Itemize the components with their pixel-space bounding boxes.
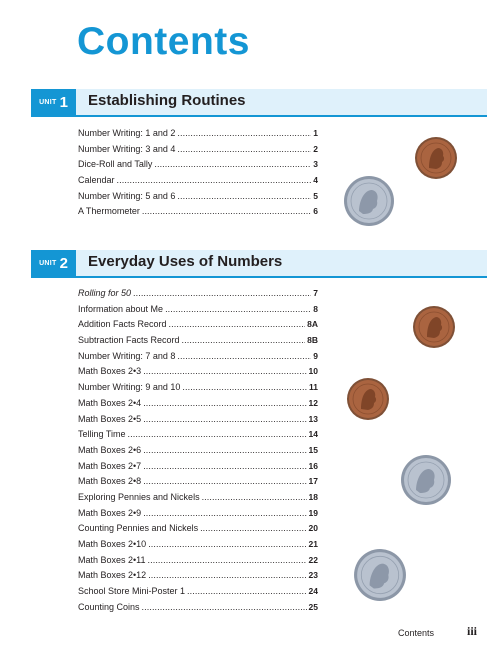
- toc-entry: [78, 476, 318, 492]
- toc-entry: [78, 461, 318, 477]
- toc-entry-label: Math Boxes 2•3: [78, 366, 142, 377]
- dot-leader: [148, 570, 306, 580]
- toc-entry-page: 25: [308, 601, 318, 612]
- dot-leader: [142, 206, 311, 216]
- unit-2-tag: [31, 250, 76, 276]
- toc-entry: [78, 398, 318, 414]
- dot-leader: [177, 351, 311, 361]
- toc-entry-page: 1: [313, 128, 318, 138]
- toc-entry-label: Number Writing: 5 and 6: [78, 190, 176, 201]
- toc-entry-label: Exploring Pennies and Nickels: [78, 491, 200, 502]
- toc-entry-page: 4: [313, 175, 318, 186]
- toc-entry-label: Number Writing: 1 and 2: [78, 128, 176, 138]
- toc-entry-label: School Store Mini-Poster 1: [78, 586, 186, 597]
- toc-entry-label: Number Writing: 3 and 4: [78, 143, 176, 154]
- unit-1-tag: [31, 89, 76, 115]
- penny-icon: [412, 305, 456, 349]
- toc-entry-page: 22: [308, 554, 318, 565]
- toc-entry-label: Math Boxes 2•11: [78, 554, 146, 565]
- dot-leader: [143, 461, 306, 471]
- footer-page-number: iii: [467, 624, 478, 638]
- dot-leader: [143, 398, 306, 408]
- toc-entry-page: 24: [308, 586, 318, 597]
- dot-leader: [117, 175, 312, 185]
- unit-2-toc: [78, 288, 318, 617]
- dot-leader: [143, 476, 306, 486]
- toc-entry-page: 16: [308, 460, 318, 471]
- toc-entry: [78, 206, 318, 222]
- toc-entry-page: 20: [308, 523, 318, 534]
- toc-entry: [78, 191, 318, 207]
- dot-leader: [148, 555, 307, 565]
- unit-1-toc: [78, 128, 318, 222]
- toc-entry-label: Math Boxes 2•6: [78, 444, 142, 455]
- dot-leader: [187, 586, 306, 596]
- dot-leader: [202, 492, 307, 502]
- dot-leader: [169, 319, 306, 329]
- toc-entry-page: 5: [313, 190, 318, 201]
- toc-entry-label: Dice-Roll and Tally: [78, 159, 153, 170]
- dot-leader: [177, 128, 311, 138]
- toc-entry-label: Math Boxes 2•9: [78, 507, 142, 518]
- dot-leader: [143, 445, 306, 455]
- toc-entry: [78, 539, 318, 555]
- toc-entry: [78, 445, 318, 461]
- toc-entry: [78, 523, 318, 539]
- toc-entry: [78, 492, 318, 508]
- toc-entry-page: 2: [313, 143, 318, 154]
- unit-number: 1: [59, 93, 68, 111]
- toc-entry-label: Addition Facts Record: [78, 319, 167, 330]
- page-title: Contents: [77, 20, 250, 63]
- toc-entry-page: 17: [308, 476, 318, 487]
- toc-entry: [78, 586, 318, 602]
- toc-entry: [78, 335, 318, 351]
- toc-entry-label: A Thermometer: [78, 206, 140, 217]
- toc-entry-label: Rolling for 50: [78, 288, 132, 298]
- dot-leader: [182, 382, 307, 392]
- dot-leader: [143, 366, 306, 376]
- dot-leader: [148, 539, 306, 549]
- toc-entry: [78, 382, 318, 398]
- toc-entry-label: Math Boxes 2•10: [78, 539, 147, 549]
- dot-leader: [177, 191, 311, 201]
- footer-label: Contents: [398, 628, 435, 638]
- toc-entry-page: 7: [313, 288, 318, 298]
- toc-entry: [78, 508, 318, 524]
- dot-leader: [128, 429, 307, 439]
- toc-entry-label: Math Boxes 2•7: [78, 460, 142, 471]
- toc-entry-label: Math Boxes 2•12: [78, 570, 147, 581]
- dot-leader: [177, 144, 311, 154]
- toc-entry: [78, 175, 318, 191]
- toc-entry-page: 18: [308, 491, 318, 502]
- nickel-icon: [353, 548, 407, 602]
- toc-entry: [78, 144, 318, 160]
- toc-entry: [78, 570, 318, 586]
- unit-1-title: Establishing Routines: [88, 92, 246, 109]
- toc-entry-label: Counting Pennies and Nickels: [78, 523, 199, 534]
- toc-entry-page: 10: [308, 366, 318, 377]
- penny-icon: [414, 136, 458, 180]
- toc-entry-page: 14: [308, 429, 318, 440]
- toc-entry-page: 19: [308, 507, 318, 518]
- toc-entry-label: Subtraction Facts Record: [78, 335, 180, 346]
- toc-entry-page: 12: [308, 397, 318, 408]
- toc-entry-page: 6: [313, 206, 318, 217]
- toc-entry: [78, 351, 318, 367]
- unit-label: UNIT: [39, 259, 57, 267]
- toc-entry-page: 23: [308, 570, 318, 581]
- dot-leader: [142, 602, 307, 612]
- toc-entry: [78, 555, 318, 571]
- toc-entry-page: 8B: [307, 335, 318, 346]
- dot-leader: [133, 288, 311, 298]
- unit-label: UNIT: [39, 98, 57, 106]
- dot-leader: [143, 508, 306, 518]
- toc-entry: [78, 366, 318, 382]
- toc-entry-page: 21: [308, 539, 318, 549]
- dot-leader: [200, 523, 306, 533]
- toc-entry-page: 3: [313, 159, 318, 170]
- toc-entry: [78, 159, 318, 175]
- dot-leader: [154, 159, 311, 169]
- toc-entry-label: Math Boxes 2•4: [78, 397, 142, 408]
- unit-2-header: [31, 250, 487, 278]
- unit-number: 2: [59, 254, 68, 272]
- toc-entry-label: Telling Time: [78, 429, 126, 440]
- toc-entry-page: 15: [308, 444, 318, 455]
- toc-entry-label: Counting Coins: [78, 601, 140, 612]
- toc-entry-label: Calendar: [78, 175, 115, 186]
- toc-entry: [78, 288, 318, 304]
- toc-entry-page: 9: [313, 350, 318, 361]
- toc-entry-label: Information about Me: [78, 303, 164, 314]
- toc-entry-page: 13: [308, 413, 318, 424]
- toc-entry: [78, 602, 318, 618]
- dot-leader: [182, 335, 306, 345]
- toc-entry: [78, 319, 318, 335]
- toc-entry: [78, 304, 318, 320]
- toc-entry: [78, 128, 318, 144]
- unit-2-title: Everyday Uses of Numbers: [88, 253, 283, 270]
- toc-entry-page: 8: [313, 303, 318, 314]
- toc-entry: [78, 414, 318, 430]
- toc-entry: [78, 429, 318, 445]
- dot-leader: [143, 414, 306, 424]
- nickel-icon: [400, 454, 452, 506]
- nickel-icon: [343, 175, 395, 227]
- toc-entry-page: 11: [309, 382, 318, 393]
- dot-leader: [165, 304, 311, 314]
- toc-entry-label: Math Boxes 2•8: [78, 476, 142, 487]
- toc-entry-label: Number Writing: 7 and 8: [78, 350, 176, 361]
- unit-1-header: [31, 89, 487, 117]
- toc-entry-label: Number Writing: 9 and 10: [78, 382, 181, 393]
- toc-entry-page: 8A: [307, 319, 318, 330]
- penny-icon: [346, 377, 390, 421]
- toc-entry-label: Math Boxes 2•5: [78, 413, 142, 424]
